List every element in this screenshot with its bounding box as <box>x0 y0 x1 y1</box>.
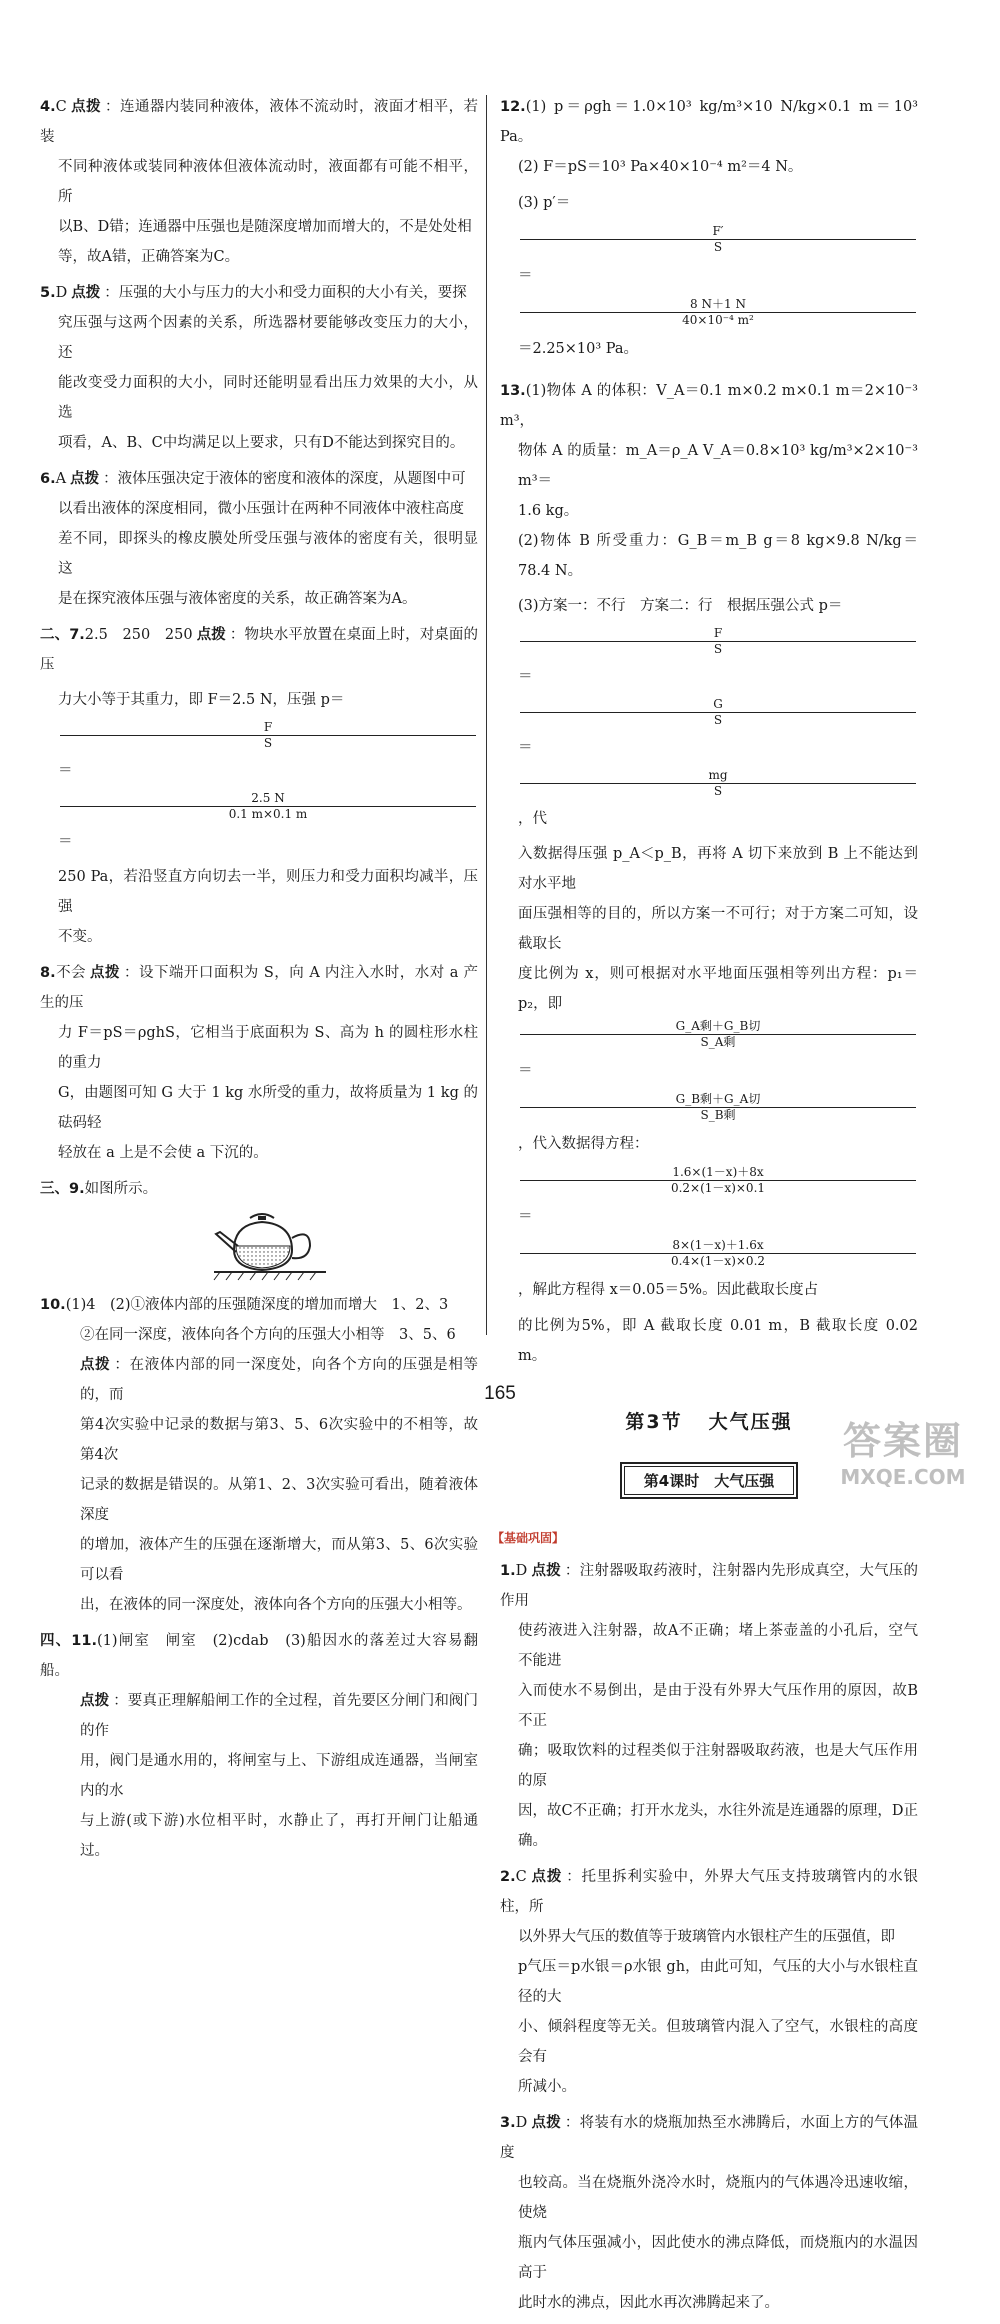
answer-4: 4.C 点拨 ：连通器内装同种液体，液体不流动时，液面才相平，若装 不同种液体或装同种液体但液体流动时，液面都有可能不相平，所 以B、D错；连通器中压强也是随深度增加而增大的，不是处处相 等，故A错，正确答案为C。 <box>40 99 479 265</box>
section-tag: 【基础巩固】 <box>492 1531 565 1545</box>
answer-11: 四、11.(1)闸室 闸室 (2)cdab (3)船因水的落差过大容易翻船。 点拨 ：要真正理解船闸工作的全过程，首先要区分闸门和阀门的作 用，阀门是通水用的，将闸室与上、下游组成连通器，当闸室内的水 与上游(或下游)水位相平时，水静止了，再打开闸门让船通过。 <box>40 1633 479 1859</box>
answer-r1: 1.D 点拨 ：注射器吸取药液时，注射器内先形成真空，大气压的作用 使药液进入注射器，故A不正确；堵上茶壶盖的小孔后，空气不能进 入而使水不易倒出，是由于没有外界大气压作用的原因，故B不正 确；吸取饮料的过程类似于注射器吸取药液，也是大气压作用的原 因，故C不正确；打开水龙头，水往外流是连通器的原理，D正确。 <box>500 1563 919 1849</box>
fraction: F S <box>60 720 476 751</box>
right-column <box>492 92 919 2324</box>
answer-5: 5.D 点拨 ：压强的大小与压力的大小和受力面积的大小有关，要探 究压强与这两个因素的关系，所选器材要能够改变压力的大小，还 能改变受力面积的大小，同时还能明显看出压力效果的大小，从选 项看，A、B、C中均满足以上要求，只有D不能达到探究目的。 <box>40 285 478 451</box>
watermark-url: MXQE.COM <box>840 1465 966 1489</box>
page-number: 165 <box>484 1383 516 1404</box>
fraction: G S <box>520 697 916 728</box>
teapot-diagram <box>210 1210 330 1282</box>
fraction: 1.6×(1－x)＋8x 0.2×(1－x)×0.1 <box>520 1165 916 1196</box>
answer-10: 10.(1)4 (2)①液体内部的压强随深度的增加而增大 1、2、3 ②在同一深度，液体向各个方向的压强大小相等 3、5、6 点拨 ：在液体内部的同一深度处，向各个方向的压强是相等的，而 第4次实验中记录的数据与第3、5、6次实验中的不相等，故第4次 记录的数据是错误的。从第1、2、3次实验可看出，随着液体深度 的增加，液体产生的压强在逐渐增大，而从第3、5、6次实验可以看 出，在液体的同一深度处，液体向各个方向的压强大小相等。 <box>40 1297 479 1613</box>
fraction: F S <box>520 626 916 657</box>
fraction: mg S <box>520 768 916 799</box>
answer-r2: 2.C 点拨 ：托里拆利实验中，外界大气压支持玻璃管内的水银柱，所 以外界大气压的数值等于玻璃管内水银柱产生的压强值，即 p气压＝p水银＝ρ水银 gh，由此可知，气压的大小与水银柱直径的大 小、倾斜程度等无关。但玻璃管内混入了空气，水银柱的高度会有 所减小。 <box>500 1869 919 2095</box>
fraction: G_B剩＋G_A切 S_B剩 <box>520 1092 916 1123</box>
answer-9: 三、9.如图所示。 <box>40 1181 158 1197</box>
fraction: 8×(1－x)＋1.6x 0.4×(1－x)×0.2 <box>520 1238 916 1269</box>
watermark-text: 答案圈 <box>842 1419 963 1463</box>
watermark-logo <box>828 1410 978 1489</box>
left-column <box>40 92 478 1872</box>
answer-r3: 3.D 点拨 ：将装有水的烧瓶加热至水沸腾后，水面上方的气体温度 也较高。当在烧瓶外浇冷水时，烧瓶内的气体遇冷迅速收缩，使烧 瓶内气体压强减小，因此使水的沸点降低，而烧瓶内的水温因高于 此时水的沸点，因此水再次沸腾起来了。 <box>500 2115 919 2311</box>
fraction: 8 N＋1 N 40×10⁻⁴ m² <box>520 297 916 328</box>
section-title: 第3节 大气压强 <box>625 1411 793 1433</box>
lesson-title-box: 第4课时 大气压强 <box>620 1462 798 1499</box>
answer-7: 二、7.2.5 250 250 点拨 ：物块水平放置在桌面上时，对桌面的压 力大小等于其重力，即 F＝2.5 N，压强 p＝ F S ＝ 2.5 N 0.1 m×0.1 m ＝ 250 Pa，若沿竖直方向切去一半，则压力和受力面积均减半，压强 不变。 <box>40 627 478 945</box>
answer-8: 8.不会 点拨 ：设下端开口面积为 S，向 A 内注入水时，水对 a 产生的压 力 F＝pS＝ρghS，它相当于底面积为 S、高为 h 的圆柱形水柱的重力 G，由题图可知 G 大于 1 kg 水所受的重力，故将质量为 1 kg 的砝码轻 轻放在 a 上是不会使 a 下沉的。 <box>40 965 479 1161</box>
fraction: G_A剩＋G_B切 S_A剩 <box>520 1019 916 1050</box>
fraction: 2.5 N 0.1 m×0.1 m <box>60 791 476 822</box>
fraction: F′ S <box>520 224 916 255</box>
answer-6: 6.A 点拨 ：液体压强决定于液体的密度和液体的深度，从题图中可 以看出液体的深度相同，微小压强计在两种不同液体中液柱高度 差不同，即探头的橡皮膜处所受压强与液体的密度有关，很明显这 是在探究液体压强与液体密度的关系，故正确答案为A。 <box>40 471 478 607</box>
column-divider <box>486 95 487 1335</box>
answer-13: 13.(1)物体 A 的体积：V_A＝0.1 m×0.2 m×0.1 m＝2×10⁻³ m³， 物体 A 的质量：m_A＝ρ_A V_A＝0.8×10³ kg/m³×2×10⁻³ m³＝ 1.6 kg。 (2)物体 B 所受重力：G_B＝m_B g＝8 kg×9.8 N/kg＝78.4 N。 (3)方案一：不行 方案二：行 根据压强公式 p＝ F S ＝ G S ＝ mg S ，代 入数据得压强 p_A＜p_B，再将 A 切下来放到 B 上不能达到对水平地 面压强相等的目的，所以方案一不可行；对于方案二可知，设截取长 度比例为 x，则可根据对水平地面压强相等列出方程：p₁＝p₂，即 G_A剩＋G_B切 S_A剩 ＝ G_B剩＋G_A切 S_B剩 ，代入数据得方程： 1.6×(1－x)＋8x 0.2×(1－x)×0.1 ＝ 8×(1－x)＋1.6x 0.4×(1－x)×0.2 ，解此方程得 x＝0.05＝5%。因此截取长度占 的比例为5%，即 A 截取长度 0.01 m，B 截取长度 0.02 m。 <box>500 383 918 1364</box>
answer-12: 12.(1) p＝ρgh＝1.0×10³ kg/m³×10 N/kg×0.1 m＝10³ Pa。 (2) F＝pS＝10³ Pa×40×10⁻⁴ m²＝4 N。 (3) p′＝ F′ S ＝ 8 N＋1 N 40×10⁻⁴ m² ＝2.25×10³ Pa。 <box>500 99 918 357</box>
